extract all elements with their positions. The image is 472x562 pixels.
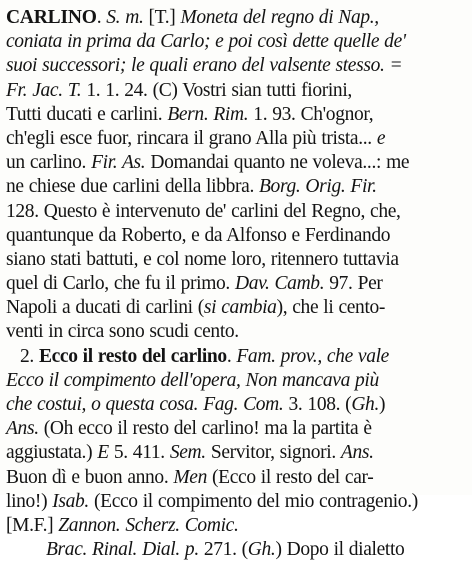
entry-line <box>6 272 466 296</box>
entry-line <box>6 6 466 30</box>
entry-line <box>6 393 466 417</box>
italic-run: Ans. <box>340 442 374 464</box>
entry-line <box>6 30 466 54</box>
entry-line <box>6 417 466 441</box>
text-run: aggiustata.) <box>6 442 98 464</box>
italic-run: Gh. <box>247 539 276 561</box>
entry-line <box>6 466 466 490</box>
entry-line <box>6 248 466 272</box>
italic-run: Isab. <box>52 490 89 512</box>
italic-run: Men <box>173 466 207 488</box>
text-run: 5. 411. <box>108 442 170 464</box>
entry-line <box>6 127 466 151</box>
italic-run: Zannon. Scherz. Comic. <box>58 514 239 536</box>
italic-run: Dav. Camb. <box>234 273 325 295</box>
dictionary-entry-carlino <box>6 6 466 562</box>
text-run: [M.F.] <box>6 514 59 536</box>
text-run: 2. <box>20 345 39 367</box>
italic-run: Bern. Rim. <box>167 103 249 125</box>
entry-line <box>6 224 466 248</box>
italic-run: e <box>376 127 386 149</box>
text-run: 1. 1. 24. (C) Vostri sian tutti fiorini, <box>81 79 352 101</box>
italic-run: Fir. As. <box>91 152 146 174</box>
text-run: ) Dopo il dialetto <box>275 539 405 561</box>
italic-run: si cambia <box>203 297 277 319</box>
entry-line <box>6 345 466 369</box>
italic-run: E <box>97 442 109 464</box>
text-run: 97. Per <box>324 273 383 295</box>
entry-line <box>6 151 466 175</box>
italic-run: Brac. Rinal. Dial. p. <box>46 539 199 561</box>
italic-run: Sem. <box>169 442 206 464</box>
text-run: venti in circa sono scudi cento. <box>6 321 239 343</box>
text-run: ne chiese due carlini della libbra. <box>6 176 259 198</box>
text-run: lino!) <box>6 490 53 512</box>
italic-run: Fr. Jac. T. <box>6 79 82 101</box>
italic-run: Fam. prov., che vale <box>236 345 389 367</box>
italic-run: Ans. <box>6 418 39 440</box>
text-run: Domandai quanto ne voleva...: me <box>145 152 410 174</box>
text-run: siano stati battuti, e col nome loro, ritennero tuttavia <box>6 248 399 270</box>
text-run: Tutti ducati e carlini. <box>6 103 168 125</box>
text-run: 3. 108. ( <box>283 394 352 415</box>
italic-run: Borg. Orig. Fir. <box>259 176 377 198</box>
headword: CARLINO <box>6 7 97 28</box>
entry-line <box>6 320 466 344</box>
italic-run: Moneta del regno di Nap., <box>180 7 379 28</box>
text-run: Napoli a ducati di carlini ( <box>6 297 204 319</box>
text-run: . <box>96 7 107 28</box>
sub-sense-heading: Ecco il resto del carlino <box>38 345 227 367</box>
entry-line <box>6 369 466 393</box>
text-run: Buon dì e buon anno. <box>6 466 174 488</box>
italic-run: coniata in prima da Carlo; e poi così dette quelle de' <box>6 31 406 53</box>
italic-run: che costui, o questa cosa. Fag. Com. <box>6 394 284 415</box>
text-run: . <box>226 345 237 367</box>
text-run: 271. ( <box>198 539 248 561</box>
text-run: un carlino. <box>6 152 92 174</box>
italic-run: suoi successori; le quali erano del valsente stesso. = <box>6 55 403 77</box>
text-run: ) <box>379 394 386 415</box>
text-run: 1. 93. Ch'ognor, <box>248 103 374 125</box>
text-run: (Oh ecco il resto del carlino! ma la partita è <box>38 418 372 440</box>
text-run: ch'egli esce fuor, rincara il grano Alla più trista... <box>6 127 377 149</box>
text-run: (Ecco il compimento del mio contragenio.) <box>88 490 418 512</box>
entry-line <box>6 79 466 103</box>
text-run: ), che li cento- <box>276 297 386 319</box>
italic-run: Ecco il compimento dell'opera, Non mancava più <box>6 369 379 391</box>
entry-line <box>6 175 466 199</box>
italic-run: Gh. <box>351 394 379 415</box>
entry-line <box>6 103 466 127</box>
entry-line <box>6 514 466 538</box>
text-run: (Ecco il resto del car- <box>207 466 374 488</box>
entry-line <box>6 200 466 224</box>
entry-line <box>6 54 466 78</box>
text-run: Servitor, signori. <box>205 442 341 464</box>
entry-line <box>6 490 466 514</box>
entry-line <box>6 441 466 465</box>
text-run: quel di Carlo, che fu il primo. <box>6 273 235 295</box>
text-run: 128. Questo è intervenuto de' carlini del Regno, che, <box>6 200 401 222</box>
entry-line <box>6 296 466 320</box>
entry-line <box>6 538 466 562</box>
text-run: [T.] <box>143 7 181 28</box>
text-run: quantunque da Roberto, e da Alfonso e Ferdinando <box>6 224 391 246</box>
italic-run: S. m. <box>106 7 144 28</box>
